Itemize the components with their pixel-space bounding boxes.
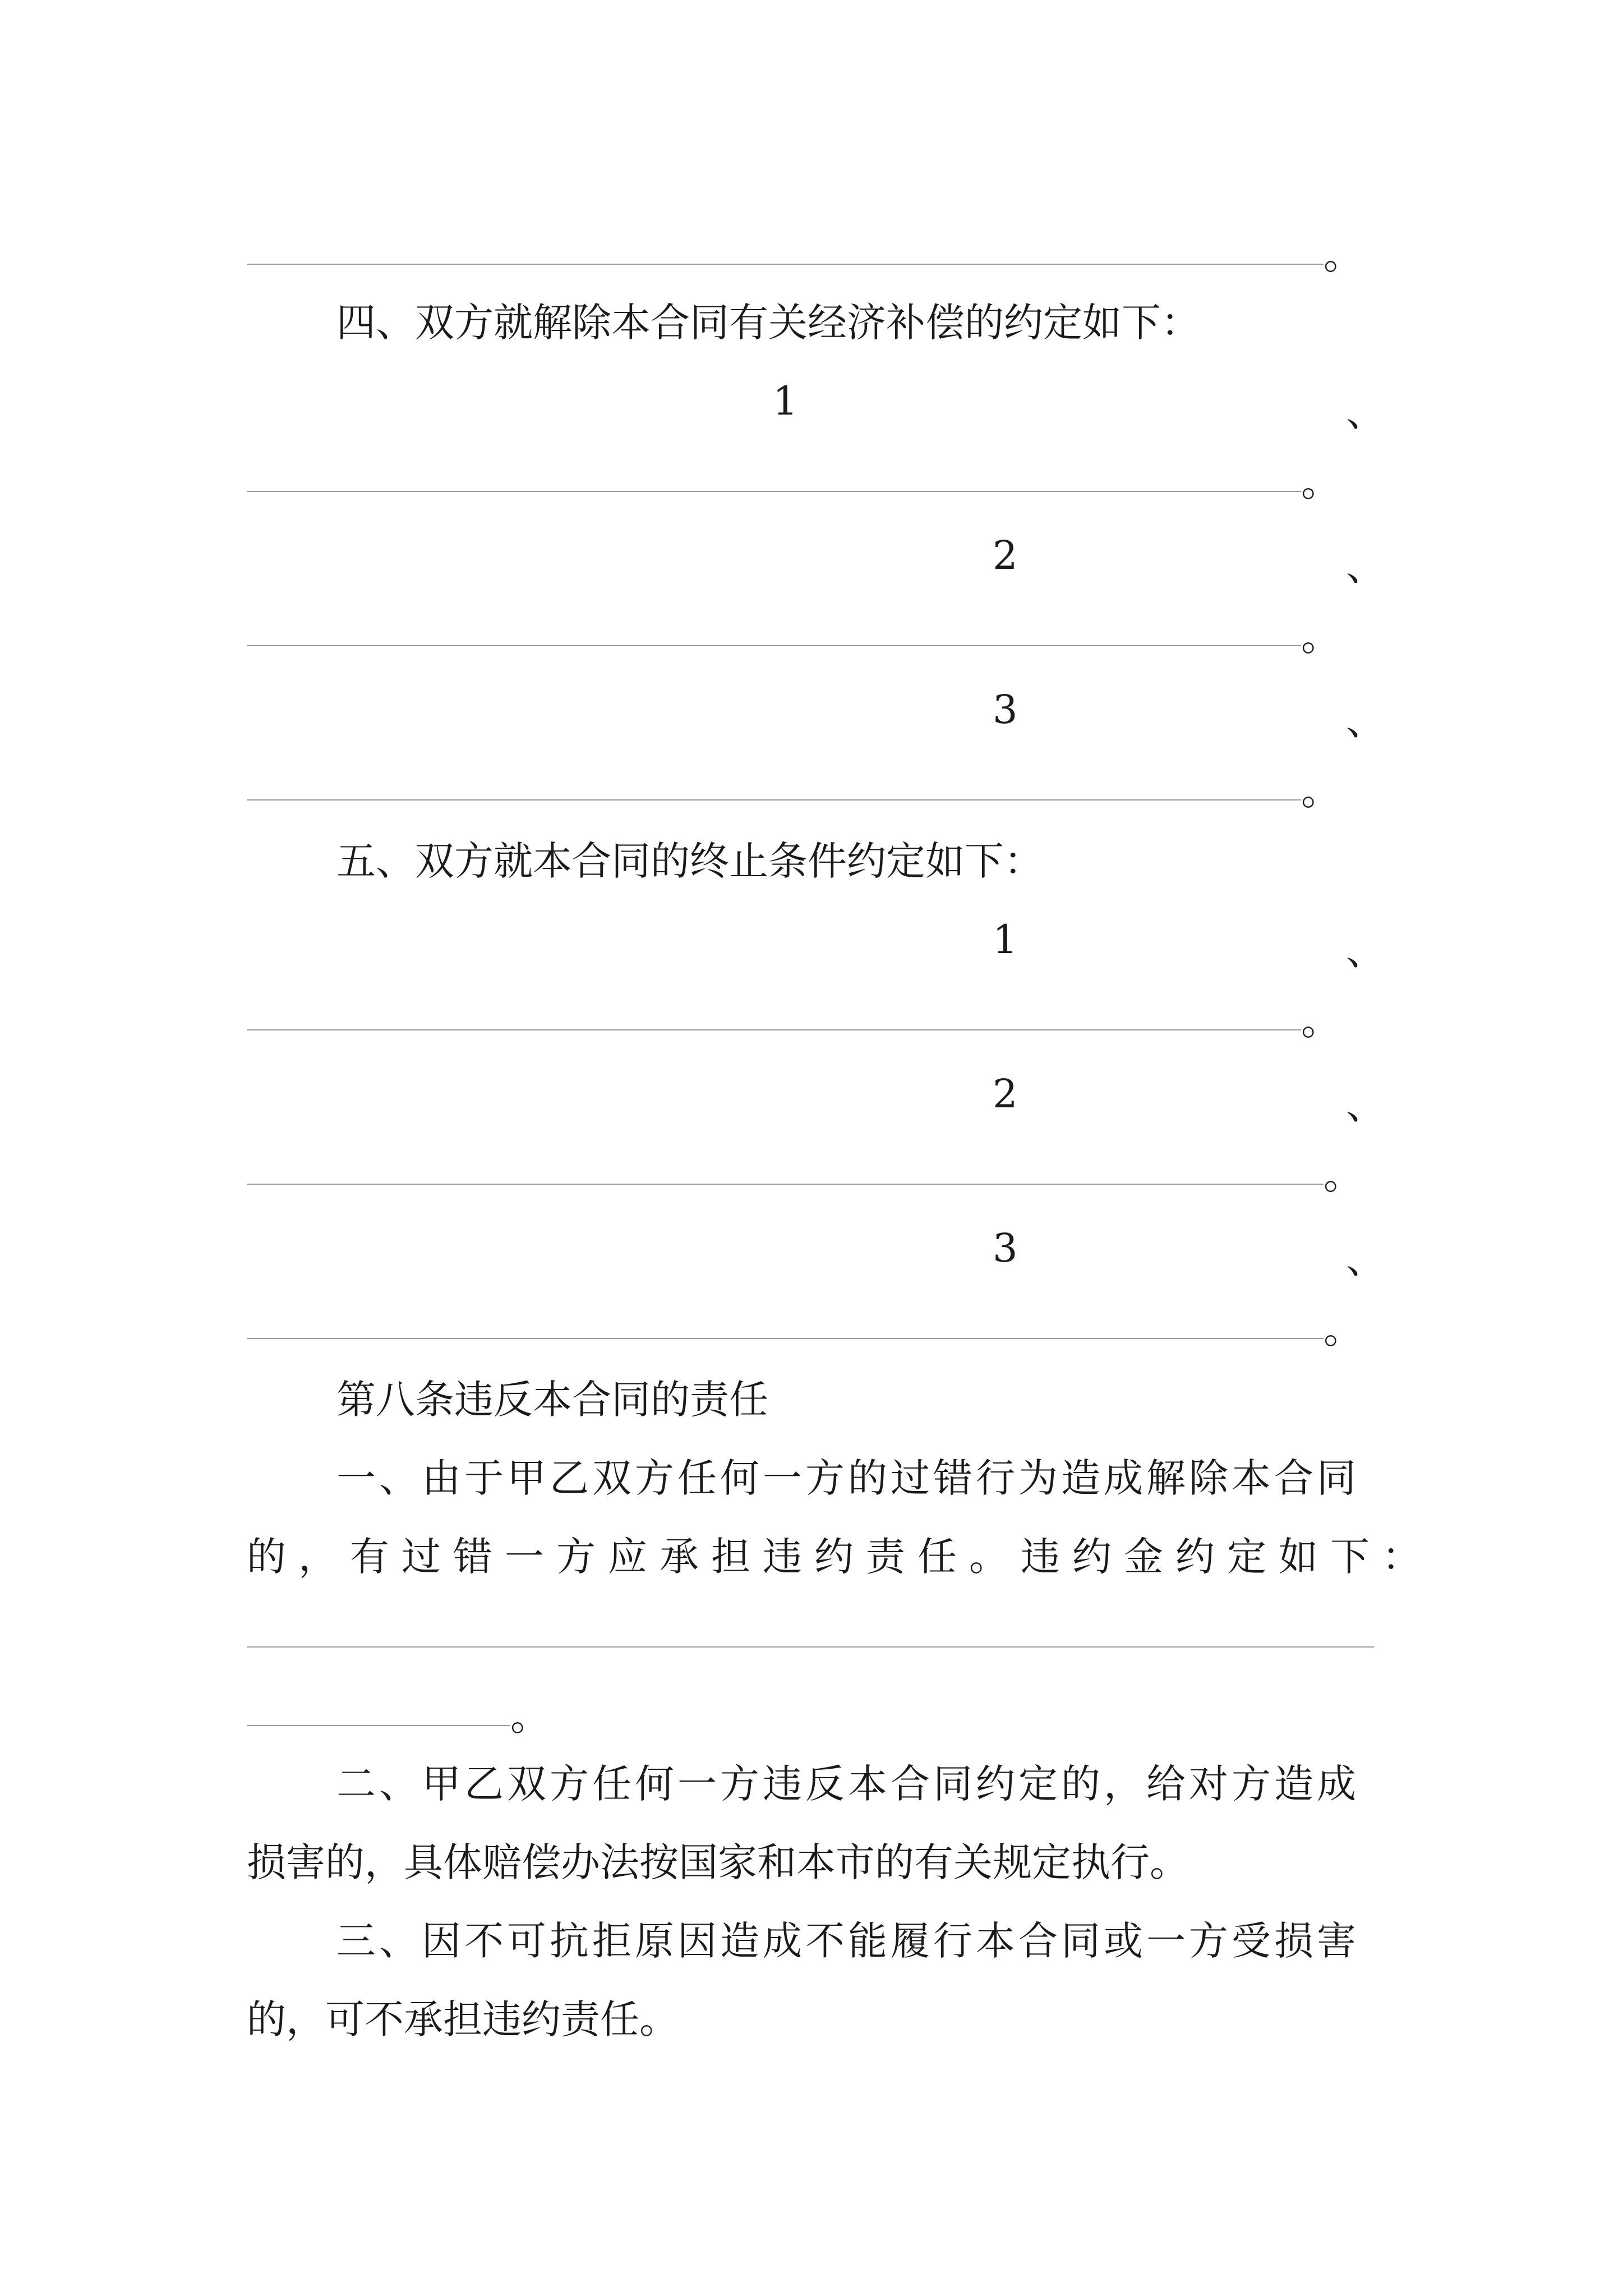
section-4-heading: 四、双方就解除本合同有关经济补偿的约定如下： [336, 300, 1200, 346]
period-mark: 。 [1301, 459, 1340, 505]
period-mark: 。 [1301, 998, 1340, 1044]
fill-blank-line[interactable] [247, 645, 1301, 646]
fill-blank-line[interactable] [247, 1646, 1374, 1648]
item-separator: 、 [1346, 544, 1385, 590]
clause-3-line-2: 的，可不承担违约责任。 [247, 1996, 679, 2042]
item-number: 2 [993, 532, 1018, 578]
period-mark: 。 [510, 1694, 550, 1740]
item-separator: 、 [1346, 389, 1385, 435]
period-mark: 。 [1301, 768, 1340, 814]
item-separator: 、 [1346, 1082, 1385, 1128]
item-number: 3 [993, 1225, 1018, 1271]
fill-blank-line[interactable] [247, 491, 1301, 492]
fill-blank-line[interactable] [247, 1338, 1324, 1339]
item-number: 2 [993, 1071, 1018, 1117]
item-number: 1 [773, 378, 798, 424]
item-separator: 、 [1346, 1236, 1385, 1282]
article-8-title: 第八条违反本合同的责任 [336, 1377, 768, 1423]
clause-1-line-1: 一、由于甲乙双方任何一方的过错行为造成解除本合同 [336, 1455, 1359, 1501]
clause-2-line-2: 损害的，具体赔偿办法按国家和本市的有关规定执行。 [247, 1839, 1189, 1885]
item-number: 1 [993, 917, 1018, 963]
item-separator: 、 [1346, 928, 1385, 974]
fill-blank-line[interactable] [247, 264, 1324, 265]
clause-3-line-1: 三、因不可抗拒原因造成不能履行本合同或一方受损害 [336, 1918, 1359, 1964]
section-5-heading: 五、双方就本合同的终止条件约定如下： [336, 838, 1043, 884]
item-separator: 、 [1346, 698, 1385, 744]
clause-2-line-1: 二、甲乙双方任何一方违反本合同约定的，给对方造成 [336, 1761, 1359, 1807]
fill-blank-line[interactable] [247, 1029, 1301, 1030]
fill-blank-line[interactable] [247, 1725, 510, 1726]
clause-1-line-2: 的，有过错一方应承担违约责任。违约金约定如下： [247, 1534, 1433, 1580]
period-mark: 。 [1324, 1306, 1363, 1352]
fill-blank-line[interactable] [247, 1184, 1324, 1185]
fill-blank-line[interactable] [247, 799, 1301, 800]
period-mark: 。 [1301, 614, 1340, 660]
period-mark: 。 [1324, 1152, 1363, 1198]
item-number: 3 [993, 687, 1018, 733]
period-mark: 。 [1324, 232, 1363, 278]
